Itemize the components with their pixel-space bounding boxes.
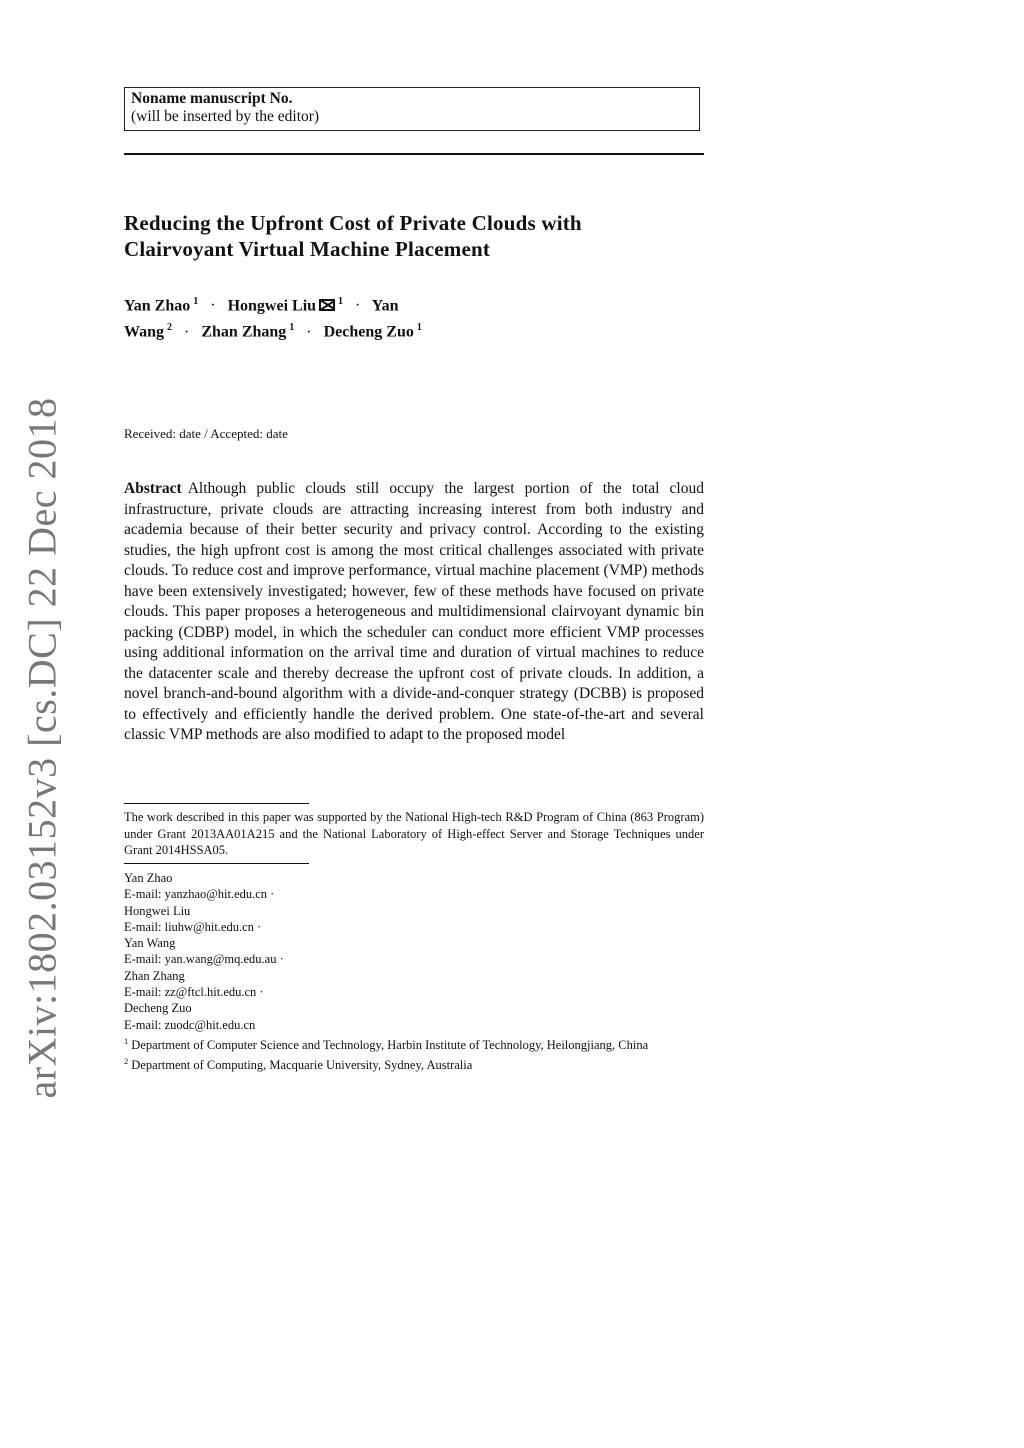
author-name: Hongwei Liu [227, 297, 317, 315]
affiliation-line: Decheng Zuo [124, 1001, 192, 1016]
author-name: Wang [124, 323, 165, 341]
affiliation-email: E-mail: yan.wang@mq.edu.au · [124, 952, 284, 967]
header-rule [124, 153, 704, 155]
affiliation-line: Zhan Zhang [124, 968, 185, 983]
affiliation-email: E-mail: zz@ftcl.hit.edu.cn · [124, 985, 264, 1000]
author-name: Yan Zhao [124, 297, 191, 315]
author-affiliation-mark: 1 [289, 322, 295, 334]
author-affiliation-mark: 2 [167, 322, 173, 334]
department-text: Department of Computer Science and Technology, Harbin Institute of Technology, Heilongjiang, China [131, 1038, 649, 1053]
received-accepted-dates: Received: date / Accepted: date [124, 426, 288, 441]
paper-title [124, 210, 704, 262]
footnote-rule [124, 803, 309, 804]
affiliation-line: Hongwei Liu [124, 903, 191, 918]
author-name: Decheng Zuo [323, 323, 414, 341]
abstract [124, 479, 704, 746]
author-affiliation-mark: 1 [193, 296, 199, 307]
author-affiliation-mark: 1 [338, 296, 344, 307]
abstract-label: Abstract [124, 480, 182, 497]
author-separator: · [306, 323, 312, 341]
department-mark: 2 [124, 1056, 129, 1067]
author-list [124, 291, 524, 344]
department-mark: 1 [124, 1035, 129, 1046]
department-2 [124, 1053, 704, 1073]
affiliation-rule [124, 863, 309, 864]
abstract-text: Although public clouds still occupy the largest portion of the total cloud infrastructure, private clouds are attracting increasing interest from both industry and academia because of their better security and privacy control. According to the existing studies, the high upfront cost is among the most critical challenges associated with private clouds. To reduce cost and improve performance, virtual machine placement (VMP) methods have been extensively investigated; however, few of these methods have focused on private clouds. This paper proposes a heterogeneous and multidimensional clairvoyant dynamic bin packing (CDBP) model, in which the scheduler can conduct more efficient VMP processes using additional information on the arrival time and duration of virtual machines to reduce the datacenter scale and thereby decrease the upfront cost of private clouds. In addition, a novel branch-and-bound algorithm with a divide-and-conquer strategy (DCBB) is proposed to effectively and efficiently handle the derived problem. One state-of-the-art and several classic VMP methods are also modified to adapt to the proposed model [124, 480, 704, 743]
manuscript-number-box [124, 87, 700, 131]
author-affiliations [124, 870, 704, 1074]
affiliation-email: E-mail: zuodc@hit.edu.cn [124, 1017, 256, 1032]
author-line-2 [124, 317, 524, 343]
title-line-2: Clairvoyant Virtual Machine Placement [124, 237, 491, 261]
author-affiliation-mark: 1 [416, 322, 422, 334]
affiliation-email: E-mail: yanzhao@hit.edu.cn · [124, 887, 275, 902]
affiliation-line: Yan Zhao [124, 871, 173, 885]
author-separator: · [210, 297, 216, 315]
affiliation-email: E-mail: liuhw@hit.edu.cn · [124, 919, 262, 934]
author-line-1 [124, 291, 524, 317]
department-text: Department of Computing, Macquarie University, Sydney, Australia [131, 1058, 473, 1073]
corresponding-author-mail-icon [319, 299, 335, 311]
title-line-1: Reducing the Upfront Cost of Private Clouds with [124, 211, 582, 235]
funding-footnote: The work described in this paper was supported by the National High-tech R&D Program of China (863 Program) under Grant 2013AA01A215 and the National Laboratory of High-effect Server and Storage Techniques under Grant 2014HSSA05. [124, 810, 704, 857]
manuscript-number-label: Noname manuscript No. [131, 90, 293, 107]
author-name: Zhan Zhang [201, 323, 287, 341]
author-separator: · [184, 323, 190, 341]
author-name: Yan [371, 297, 399, 315]
manuscript-editor-note: (will be inserted by the editor) [131, 108, 320, 125]
arxiv-identifier: arXiv:1802.03152v3 [cs.DC] 22 Dec 2018 [19, 397, 65, 1099]
department-1 [124, 1033, 704, 1053]
arxiv-sidebar [0, 0, 70, 1448]
author-separator: · [355, 297, 361, 315]
affiliation-line: Yan Wang [124, 936, 176, 951]
